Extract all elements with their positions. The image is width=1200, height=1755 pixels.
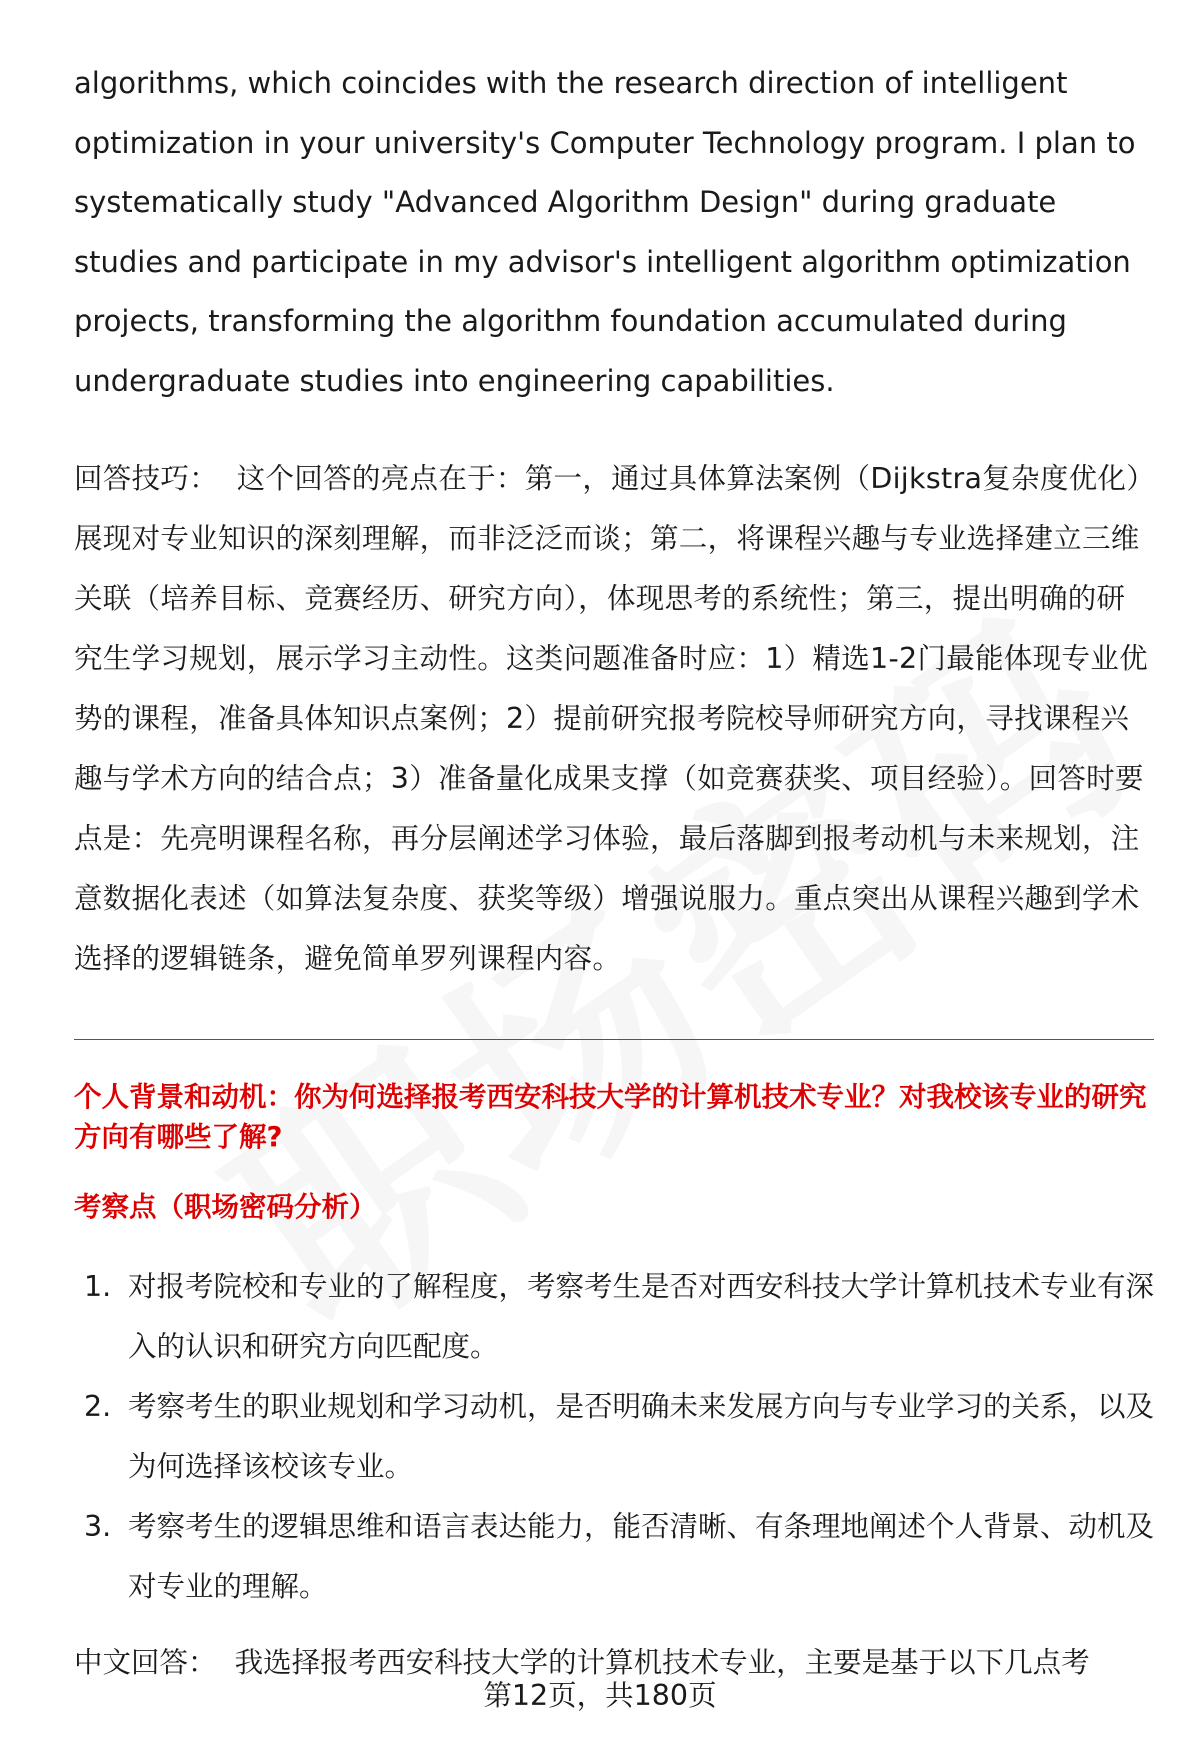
interview-question: 个人背景和动机：你为何选择报考西安科技大学的计算机技术专业？对我校该专业的研究方向有哪些了解?	[74, 1081, 1147, 1153]
list-item-text: 考察考生的逻辑思维和语言表达能力，能否清晰、有条理地阐述个人背景、动机及对专业的理解。	[128, 1510, 1155, 1603]
list-item-number: 2.	[84, 1390, 112, 1423]
answer-tips-label: 回答技巧：	[74, 462, 219, 495]
answer-tips-text: 这个回答的亮点在于：第一，通过具体算法案例（Dijkstra复杂度优化）展现对专业知识的深刻理解，而非泛泛而谈；第二，将课程兴趣与专业选择建立三维关联（培养目标、竞赛经历、研究方向），体现思考的系统性；第三，提出明确的研究生学习规划，展示学习主动性。这类问题准备时应：1）精选1-2门最能体现专业优势的课程，准备具体知识点案例；2）提前研究报考院校导师研究方向，寻找课程兴趣与学术方向的结合点；3）准备量化成果支撑（如竞赛获奖、项目经验）。回答时要点是：先亮明课程名称，再分层阐述学习体验，最后落脚到报考动机与未来规划，注意数据化表述（如算法复杂度、获奖等级）增强说服力。重点突出从课程兴趣到学术选择的逻辑链条，避免简单罗列课程内容。	[74, 462, 1148, 975]
list-item	[74, 1257, 1154, 1377]
section-divider	[74, 1039, 1154, 1040]
chinese-answer-text: 我选择报考西安科技大学的计算机技术专业，主要是基于以下几点考	[234, 1646, 1090, 1679]
english-answer-paragraph: algorithms, which coincides with the research direction of intelligent optimization in your university's Computer Technology program. I plan to systematically study "Advanced Algorithm Design" during graduate studies and participate in my advisor's intelligent algorithm optimization projects, transforming the algorithm foundation accumulated during undergraduate studies into engineering capabilities.	[74, 66, 1136, 398]
chinese-answer-label: 中文回答：	[74, 1646, 217, 1679]
list-item-number: 1.	[84, 1270, 112, 1303]
list-item-text: 考察考生的职业规划和学习动机，是否明确未来发展方向与专业学习的关系，以及为何选择该校该专业。	[128, 1390, 1155, 1483]
list-item	[74, 1377, 1154, 1497]
list-item-number: 3.	[84, 1510, 112, 1543]
list-item-text: 对报考院校和专业的了解程度，考察考生是否对西安科技大学计算机技术专业有深入的认识和研究方向匹配度。	[128, 1270, 1155, 1363]
list-item	[74, 1497, 1154, 1617]
assessment-points-title: 考察点（职场密码分析）	[74, 1191, 377, 1223]
assessment-points-list	[74, 1257, 1154, 1617]
page-number-footer: 第12页，共180页	[483, 1679, 717, 1712]
page-content	[74, 54, 1154, 1693]
answer-tips-paragraph	[74, 449, 1154, 989]
